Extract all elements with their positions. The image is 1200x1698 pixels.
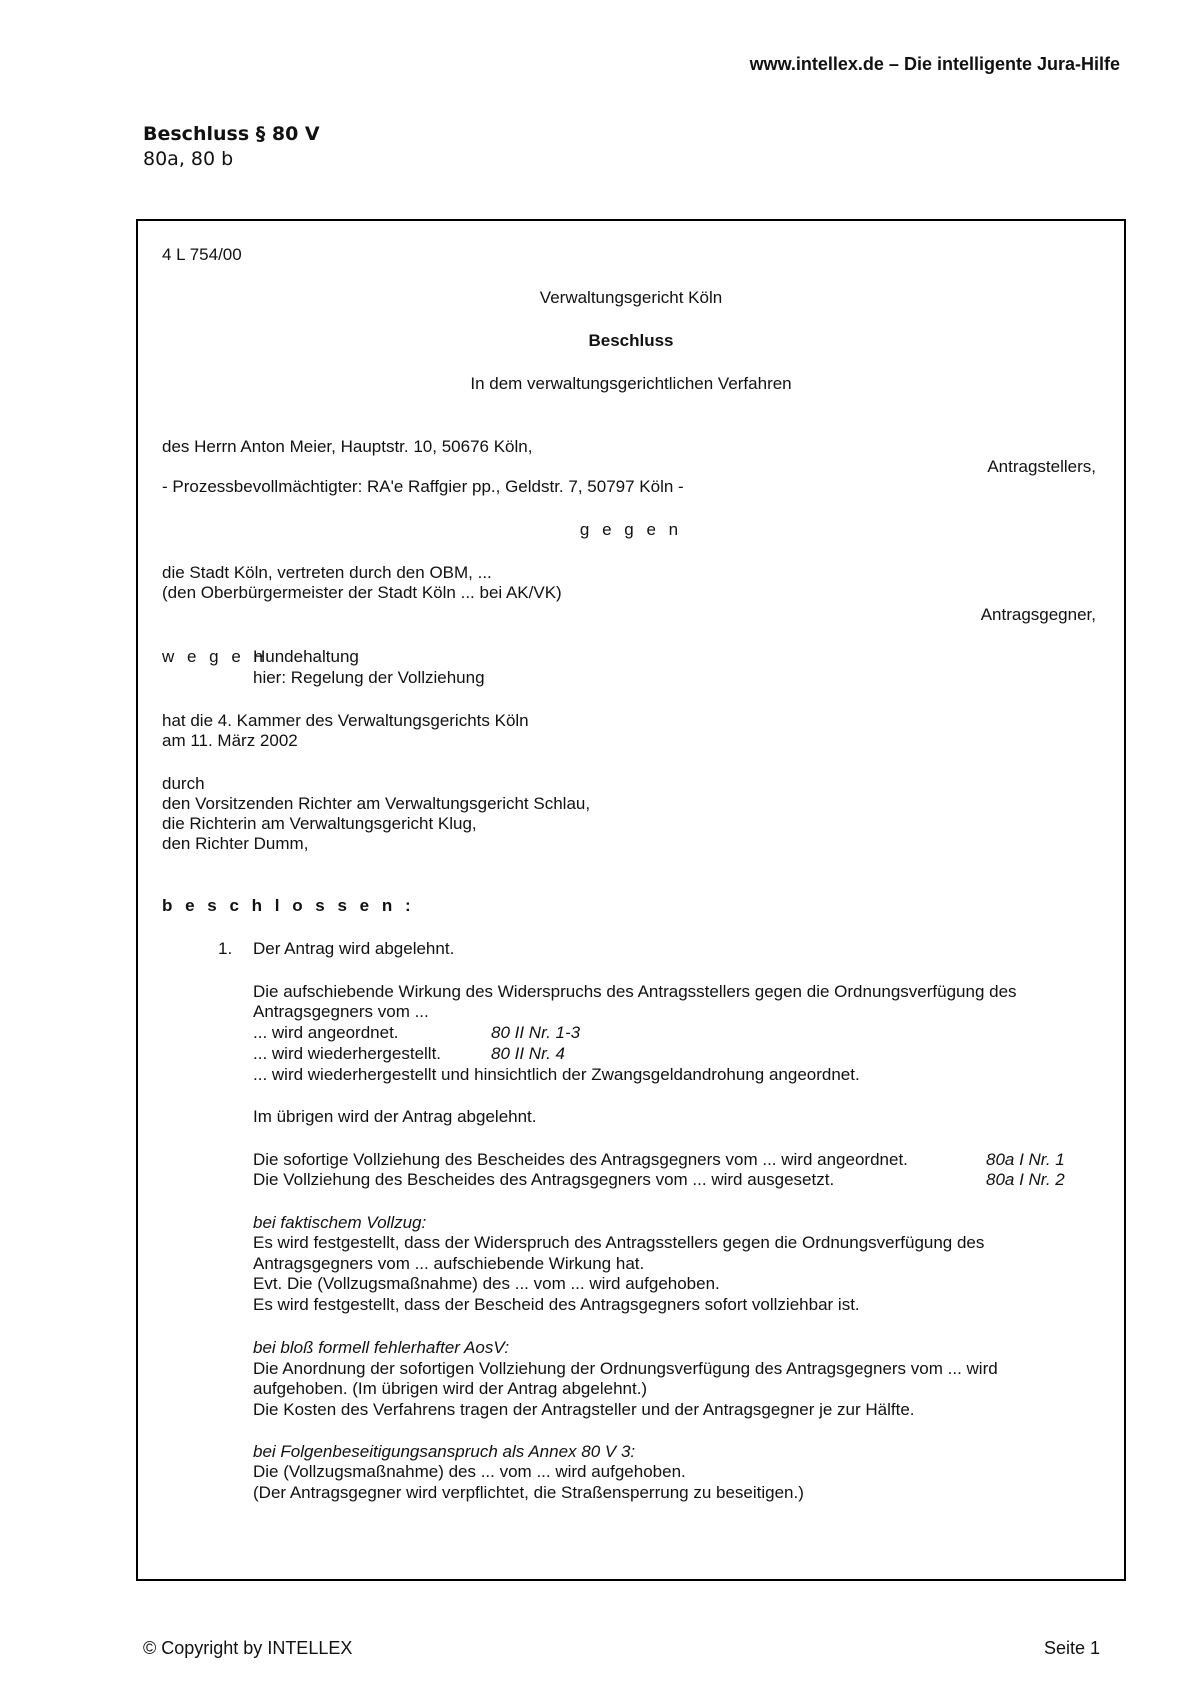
decision-date: am 11. März 2002 <box>162 731 298 750</box>
factual-enforcement-line4: Es wird festgestellt, dass der Bescheid des Antragsgegners sofort vollziehbar ist. <box>253 1295 860 1314</box>
applicant-role: Antragstellers, <box>987 457 1096 476</box>
applicant-name: des Herrn Anton Meier, Hauptstr. 10, 50676 Köln, <box>162 437 533 456</box>
decision-frame <box>136 219 1126 1581</box>
factual-enforcement-line1: Es wird festgestellt, dass der Widerspruch des Antragsstellers gegen die Ordnungsverfügung des <box>253 1233 985 1252</box>
formal-defect-line2: aufgehoben. (Im übrigen wird der Antrag abgelehnt.) <box>253 1379 648 1398</box>
case-number: 4 L 754/00 <box>162 245 242 264</box>
document-subtitle: 80a, 80 b <box>143 148 234 170</box>
consequence-removal-line2: (Der Antragsgegner wird verpflichtet, die Straßensperrung zu beseitigen.) <box>253 1483 804 1502</box>
footer-page-number: Seite 1 <box>1043 1638 1100 1658</box>
court-name: Verwaltungsgericht Köln <box>539 288 723 307</box>
option-restored-ref: 80 II Nr. 4 <box>491 1044 566 1063</box>
immediate-enforcement-ref1: 80a I Nr. 1 <box>986 1150 1065 1169</box>
formal-defect-line3: Die Kosten des Verfahrens tragen der Antragsteller und der Antragsgegner je zur Hälfte. <box>253 1400 915 1419</box>
consequence-removal-line1: Die (Vollzugsmaßnahme) des ... vom ... wird aufgehoben. <box>253 1462 686 1481</box>
enforcement-suspended: Die Vollziehung des Bescheides des Antragsgegners vom ... wird ausgesetzt. <box>253 1170 835 1189</box>
rest-rejected: Im übrigen wird der Antrag abgelehnt. <box>253 1107 537 1126</box>
decision-heading: Beschluss <box>588 331 674 350</box>
ruling-rejected: Der Antrag wird abgelehnt. <box>253 939 455 958</box>
option-restored: ... wird wiederhergestellt. <box>253 1044 442 1063</box>
consequence-removal-label: bei Folgenbeseitigungsanspruch als Annex 80 V 3: <box>253 1442 636 1461</box>
judge-third: den Richter Dumm, <box>162 834 309 853</box>
regarding-label: w e g e n <box>162 647 267 666</box>
document-title: Beschluss § 80 V <box>143 123 320 145</box>
suspensive-effect-line1: Die aufschiebende Wirkung des Widerspruchs des Antragsstellers gegen die Ordnungsverfügung des <box>253 982 1017 1001</box>
factual-enforcement-line3: Evt. Die (Vollzugsmaßnahme) des ... vom ... wird aufgehoben. <box>253 1274 720 1293</box>
factual-enforcement-label: bei faktischem Vollzug: <box>253 1213 427 1232</box>
immediate-enforcement-ordered: Die sofortige Vollziehung des Bescheides des Antragsgegners vom ... wird angeordnet. <box>253 1150 908 1169</box>
site-header: www.intellex.de – Die intelligente Jura-Hilfe <box>749 54 1120 74</box>
regarding-subject: Hundehaltung <box>253 647 359 666</box>
judges-intro: durch <box>162 774 205 793</box>
respondent-role: Antragsgegner, <box>980 605 1096 624</box>
applicant-counsel: - Prozessbevollmächtigter: RA'e Raffgier pp., Geldstr. 7, 50797 Köln - <box>162 477 684 496</box>
formal-defect-line1: Die Anordnung der sofortigen Vollziehung der Ordnungsverfügung des Antragsgegners vom ... wird <box>253 1359 998 1378</box>
option-restored-ordered: ... wird wiederhergestellt und hinsichtlich der Zwangsgeldandrohung angeordnet. <box>253 1065 860 1084</box>
judge-second: die Richterin am Verwaltungsgericht Klug, <box>162 814 477 833</box>
immediate-enforcement-ref2: 80a I Nr. 2 <box>986 1170 1065 1189</box>
option-ordered-ref: 80 II Nr. 1-3 <box>491 1023 581 1042</box>
factual-enforcement-line2: Antragsgegners vom ... aufschiebende Wirkung hat. <box>253 1254 645 1273</box>
respondent-detail: (den Oberbürgermeister der Stadt Köln ... bei AK/VK) <box>162 583 562 602</box>
suspensive-effect-line2: Antragsgegners vom ... <box>253 1002 429 1021</box>
decided-label: b e s c h l o s s e n : <box>162 896 415 915</box>
regarding-detail: hier: Regelung der Vollziehung <box>253 668 485 687</box>
against-label: g e g e n <box>579 520 683 539</box>
procedure-intro: In dem verwaltungsgerichtlichen Verfahren <box>470 374 792 393</box>
ruling-number: 1. <box>218 939 233 958</box>
formal-defect-label: bei bloß formell fehlerhafter AosV: <box>253 1338 510 1357</box>
respondent-name: die Stadt Köln, vertreten durch den OBM, ... <box>162 563 492 582</box>
chamber-line: hat die 4. Kammer des Verwaltungsgerichts Köln <box>162 711 529 730</box>
footer-copyright: © Copyright by INTELLEX <box>143 1638 353 1658</box>
judge-presiding: den Vorsitzenden Richter am Verwaltungsgericht Schlau, <box>162 794 591 813</box>
option-ordered: ... wird angeordnet. <box>253 1023 399 1042</box>
